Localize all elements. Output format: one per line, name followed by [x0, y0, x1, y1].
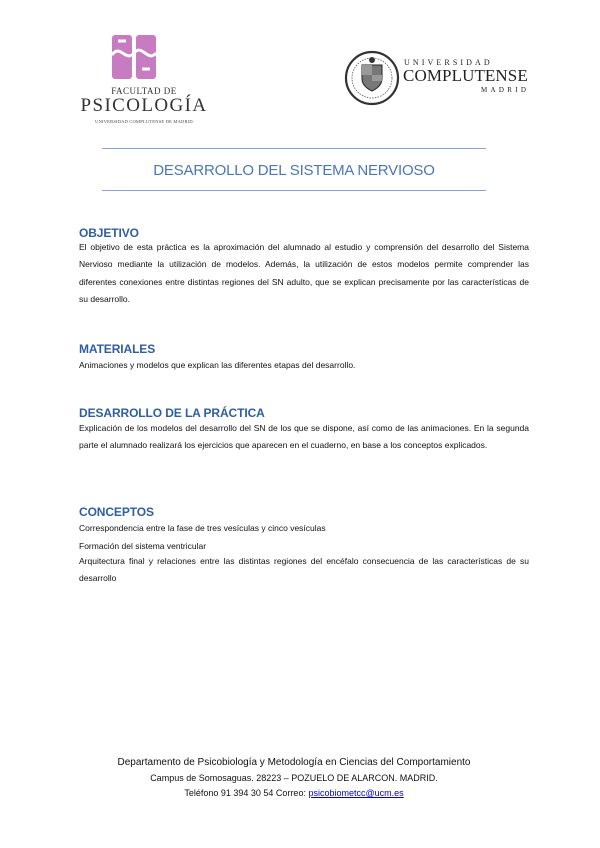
footer-address: Campus de Somosaguas. 28223 – POZUELO DE ALARCON. MADRID.	[150, 773, 438, 783]
concept-item: Arquitectura final y relaciones entre las distintas regiones del encéfalo consecuencia de las características de su desarrollo	[79, 556, 529, 584]
objetivo-text: El objetivo de esta práctica es la aproximación del alumnado al estudio y comprensión del desarrollo del Sistema Nervioso mediante la utilización de modelos. Además, la utilización de estos modelos permite comprender las diferentes conexiones entre distintas regiones del SN adulto, que se explican precisamente por las características de su desarrollo.	[79, 242, 529, 305]
university-label-top: UNIVERSIDAD	[404, 58, 493, 67]
faculty-label: FACULTAD DE	[111, 86, 177, 96]
page-title: DESARROLLO DEL SISTEMA NERVIOSO	[153, 162, 435, 179]
title-top-rule	[102, 148, 486, 149]
title-bottom-rule	[102, 190, 486, 191]
footer-department: Departamento de Psicobiología y Metodología en Ciencias del Comportamiento	[117, 757, 471, 768]
heading-conceptos: CONCEPTOS	[79, 505, 154, 519]
faculty-logo	[74, 33, 214, 125]
university-name: COMPLUTENSE	[403, 66, 528, 85]
heading-objetivo: OBJETIVO	[79, 226, 139, 240]
psychology-logo-icon	[110, 33, 158, 81]
footer-contact	[0, 788, 588, 798]
materiales-text: Animaciones y modelos que explican las diferentes etapas del desarrollo.	[79, 360, 356, 370]
desarrollo-text: Explicación de los modelos del desarrollo del SN de los que se dispone, así como de las animaciones. En la segunda parte el alumnado realizará los ejercicios que aparecen en el cuaderno, en base a los conceptos explicados.	[79, 423, 529, 451]
footer-phone: Teléfono 91 394 30 54 Correo:	[184, 788, 306, 798]
heading-materiales: MATERIALES	[79, 342, 156, 356]
faculty-university: UNIVERSIDAD COMPLUTENSE DE MADRID	[95, 119, 193, 124]
faculty-name: PSICOLOGÍA	[80, 95, 208, 116]
university-logo	[344, 47, 534, 117]
concept-item: Formación del sistema ventricular	[79, 541, 207, 551]
concept-item: Correspondencia entre la fase de tres vesículas y cinco vesículas	[79, 523, 326, 533]
university-seal-icon	[344, 47, 400, 109]
heading-desarrollo: DESARROLLO DE LA PRÁCTICA	[79, 406, 265, 420]
university-city: MADRID	[481, 86, 530, 94]
email-link[interactable]: psicobiometcc@ucm.es	[308, 788, 404, 798]
